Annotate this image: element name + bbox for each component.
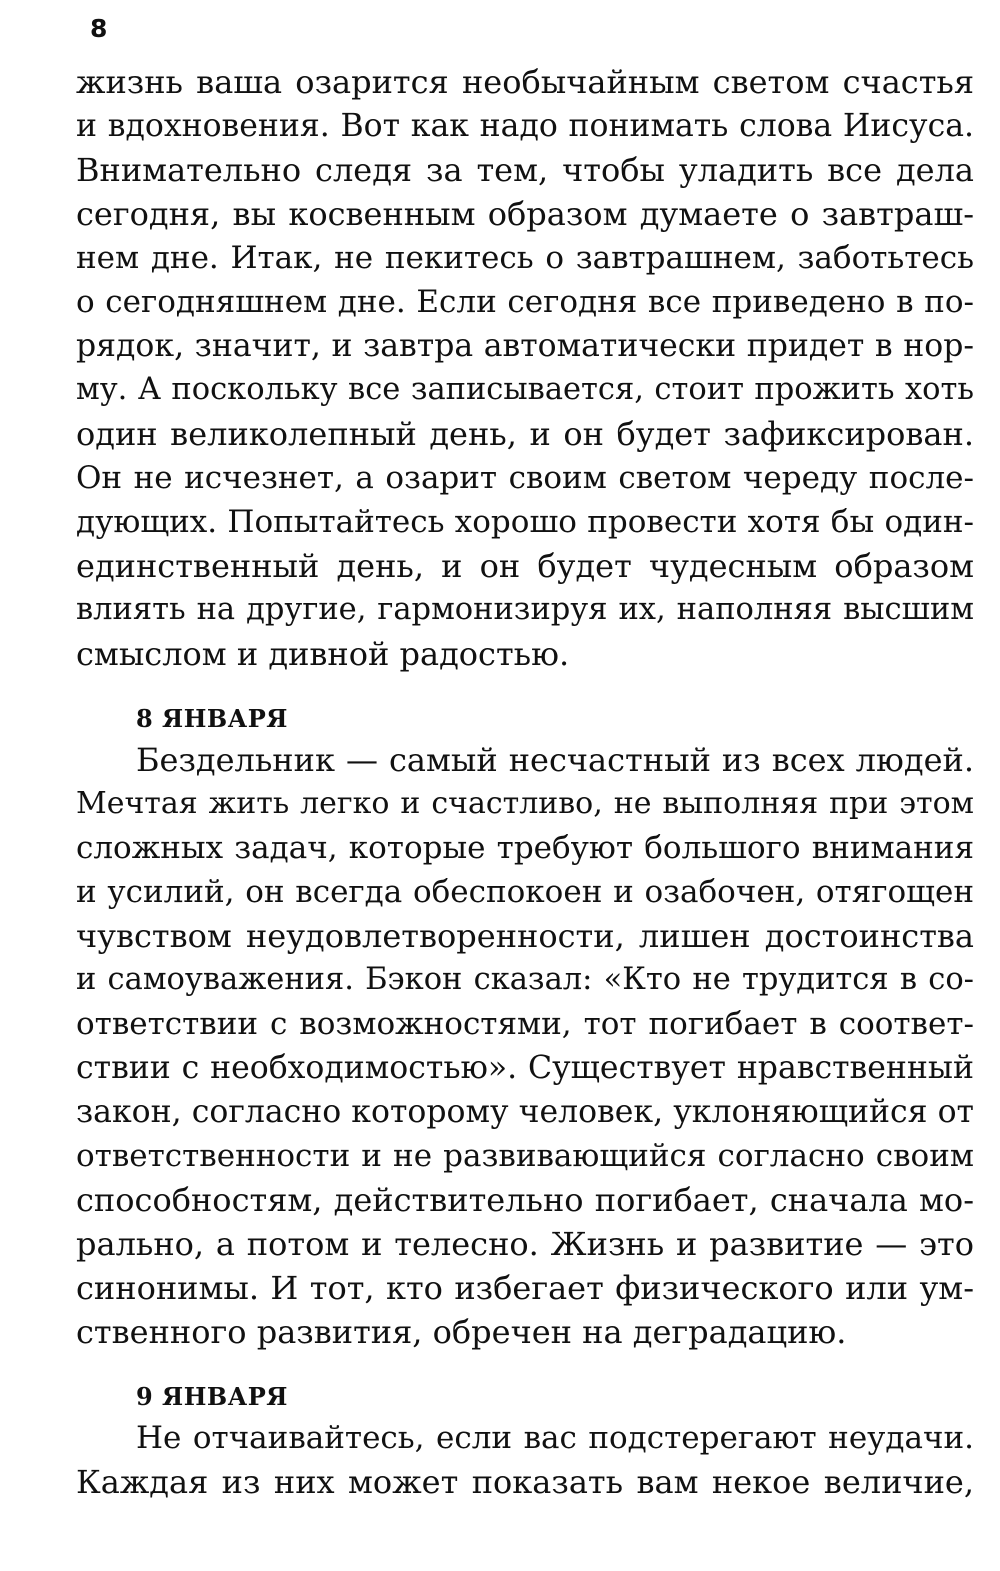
text-line: и вдохновения. Вот как надо понимать слова Иисуса. [76,108,974,144]
text-line: Каждая из них может показать вам некое величие, [76,1463,974,1501]
entry-heading: 8 ЯНВАРЯ [136,704,288,733]
text-line: ствии с необходимостью». Существует нравственный [76,1050,974,1086]
text-line: ственного развития, обречен на деградацию. [76,1313,847,1351]
text-line: ответствии с возможностями, тот погибает в соответ- [76,1006,974,1042]
text-line: закон, согласно которому человек, уклоняющийся от [76,1094,974,1130]
text-line: способностям, действительно погибает, сначала мо- [76,1181,974,1219]
text-line: синонимы. И тот, кто избегает физического или ум- [76,1269,974,1307]
text-line: единственный день, и он будет чудесным образом [76,547,974,585]
text-line: влиять на другие, гармонизируя их, наполняя высшим [76,592,974,627]
text-line: Мечтая жить легко и счастливо, не выполняя при этом [76,786,974,821]
text-line: Внимательно следя за тем, чтобы уладить все дела [76,151,974,189]
text-line: ответственности и не развивающийся согласно своим [76,1138,974,1174]
text-line: чувством неудовлетворенности, лишен достоинства [76,917,974,955]
text-line: нем дне. Итак, не пекитесь о завтрашнем, заботьтесь [76,240,974,276]
text-line: Не отчаивайтесь, если вас подстерегают неудачи. [136,1420,974,1456]
page-number: 8 [90,14,108,43]
text-line: рядок, значит, и завтра автоматически придет в нор- [76,328,974,364]
text-line: Он не исчезнет, а озарит своим светом череду после- [76,460,974,496]
text-line: Бездельник — самый несчастный из всех людей. [136,741,974,779]
text-line: рально, а потом и телесно. Жизнь и развитие — это [76,1225,974,1263]
text-line: смыслом и дивной радостью. [76,635,570,673]
text-line: жизнь ваша озарится необычайным светом счастья [76,63,974,101]
text-line: сегодня, вы косвенным образом думаете о завтраш- [76,195,974,233]
text-line: дующих. Попытайтесь хорошо провести хотя бы один- [76,504,974,540]
text-line: один великолепный день, и он будет зафиксирован. [76,415,974,453]
text-line: о сегодняшнем дне. Если сегодня все приведено в по- [76,284,974,320]
text-line: му. А поскольку все записывается, стоит прожить хоть [76,372,974,407]
text-line: сложных задач, которые требуют большого внимания [76,830,974,866]
text-line: и самоуважения. Бэкон сказал: «Кто не трудится в со- [76,962,974,997]
text-line: и усилий, он всегда обеспокоен и озабочен, отягощен [76,874,974,910]
entry-heading: 9 ЯНВАРЯ [136,1382,288,1411]
